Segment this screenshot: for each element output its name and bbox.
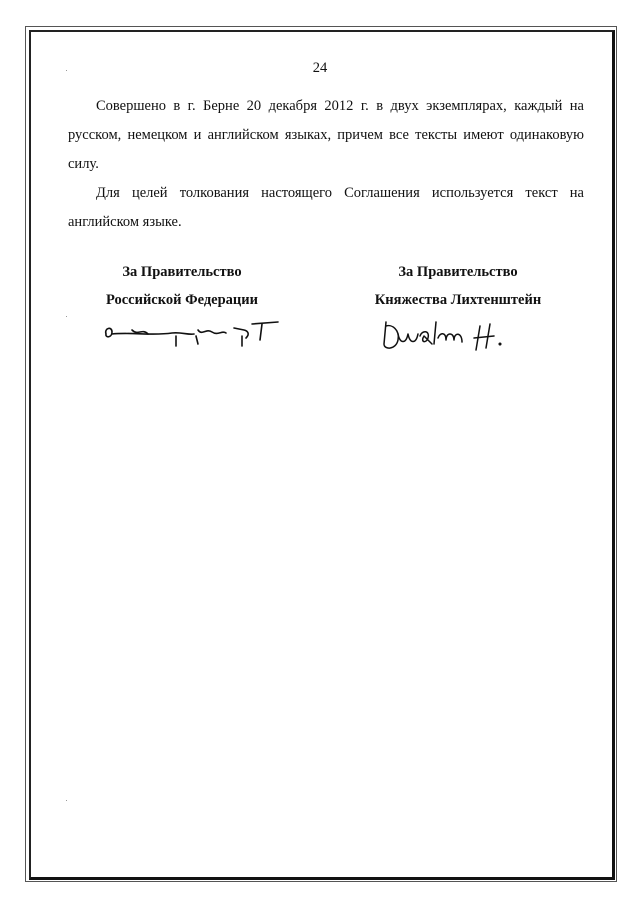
signatory-liechtenstein-line1: За Правительство — [398, 264, 518, 280]
scan-speck — [66, 800, 67, 801]
signatory-russia-line2: Российской Федерации — [105, 292, 258, 308]
signature-russia — [102, 316, 282, 356]
signatory-russia — [52, 258, 312, 314]
signatory-liechtenstein — [328, 258, 588, 314]
scan-speck — [66, 70, 67, 71]
paragraph-done-at: Совершено в г. Берне 20 декабря 2012 г. в двух экземплярах, каждый на русском, немецком и английском языках, причем все тексты имеют одинаковую силу. — [68, 98, 584, 172]
signature-liechtenstein — [376, 314, 516, 358]
scan-speck — [66, 316, 67, 317]
signatory-russia-line1: За Правительство — [122, 264, 242, 280]
paragraph-interpretation: Для целей толкования настоящего Соглашения используется текст на английском языке. — [68, 185, 584, 230]
page-number: 24 — [312, 60, 328, 76]
signatory-liechtenstein-line2: Княжества Лихтенштейн — [374, 292, 542, 308]
